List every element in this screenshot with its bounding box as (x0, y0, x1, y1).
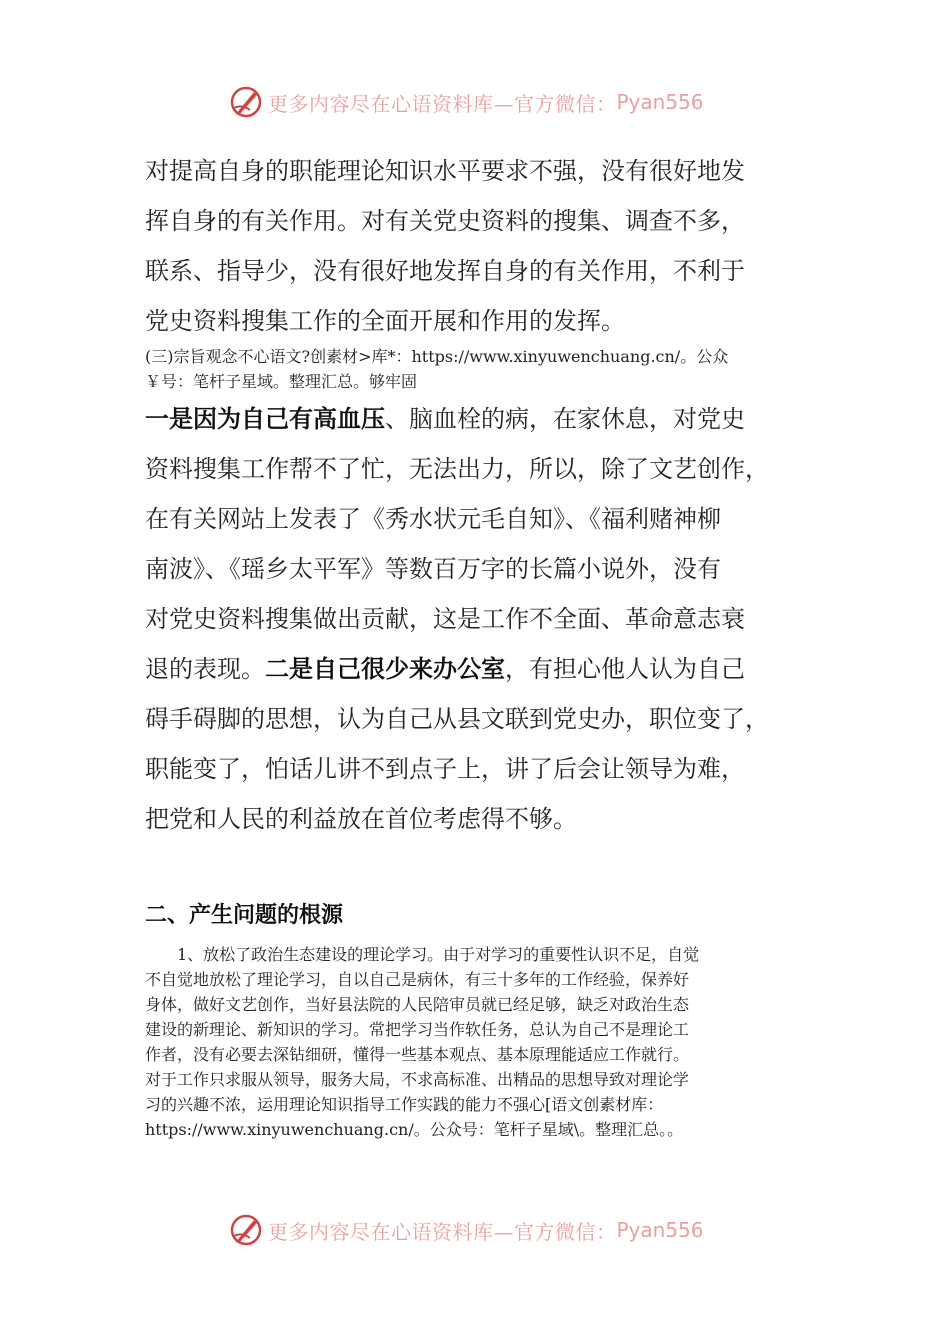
text-line: 一是因为自己有高血压、脑血栓的病，在家休息，对党史 (145, 405, 745, 433)
text-line: 建设的新理论、新知识的学习。常把学习当作软任务，总认为自己不是理论工 (145, 1020, 690, 1039)
text-line: 身体，做好文艺创作，当好县法院的人民陪审员就已经足够，缺乏对政治生态 (145, 995, 690, 1014)
text-line: 挥自身的有关作用。对有关党史资料的搜集、调查不多， (145, 207, 745, 235)
bold-phrase: 一是因为自己有高血压 (145, 405, 385, 433)
text-line: 联系、指导少，没有很好地发挥自身的有关作用，不利于 (145, 257, 745, 285)
banner-slogan: 更多内容尽在心语资料库—官方微信： (268, 1219, 617, 1244)
note-watermark-text (145, 344, 810, 394)
text-line: 职能变了，怕话儿讲不到点子上，讲了后会让领导为难， (145, 755, 745, 783)
text-line: 习的兴趣不浓，运用理论知识指导工作实践的能力不强心[语文创素材库： (145, 1095, 664, 1114)
paragraph-1 (145, 146, 810, 346)
text-line: 1、放松了政治生态建设的理论学习。由于对学习的重要性认识不足，自觉 (145, 945, 700, 964)
text-line: 资料搜集工作帮不了忙，无法出力，所以，除了文艺创作， (145, 455, 769, 483)
text-line: 对提高自身的职能理论知识水平要求不强，没有很好地发 (145, 157, 745, 185)
text-line: 党史资料搜集工作的全面开展和作用的发挥。 (145, 307, 625, 335)
pen-logo-icon (228, 1212, 264, 1248)
text-line: 把党和人民的利益放在首位考虑得不够。 (145, 805, 577, 833)
banner-content (228, 80, 704, 124)
text-line: https://www.xinyuwenchuang.cn/。公众号：笔杆子星域\。整理汇总。。 (145, 1120, 684, 1139)
text-line: 对于工作只求服从领导，服务大局，不求高标准、出精品的思想导致对理论学 (145, 1070, 690, 1089)
text-line: 碍手碍脚的思想，认为自己从县文联到党史办，职位变了， (145, 705, 769, 733)
paragraph-3 (145, 942, 810, 1142)
text-line: 作者，没有必要去深钻细研，懂得一些基本观点、基本原理能适应工作就行。 (145, 1045, 690, 1064)
text-line: 对党史资料搜集做出贡献，这是工作不全面、革命意志衰 (145, 605, 745, 633)
text-line: 不自觉地放松了理论学习，自以自己是病休，有三十多年的工作经验，保养好 (145, 970, 690, 989)
bold-phrase: 二是自己很少来办公室 (265, 655, 505, 683)
header-banner (0, 80, 950, 124)
pen-logo-icon (228, 84, 264, 120)
paragraph-2 (145, 394, 810, 844)
footer-banner (0, 1208, 950, 1252)
banner-wechat-id: Pyan556 (616, 1218, 704, 1242)
text-line: 退的表现。二是自己很少来办公室，有担心他人认为自己 (145, 655, 745, 683)
banner-wechat-id: Pyan556 (616, 90, 704, 114)
text-line: 南波》、《瑶乡太平军》等数百万字的长篇小说外，没有 (145, 555, 721, 583)
banner-slogan: 更多内容尽在心语资料库—官方微信： (268, 91, 617, 116)
text-line: ￥号：笔杆子星域。整理汇总。够牢固 (145, 372, 418, 391)
text-line: (三)宗旨观念不心语文?创素材>库*：https://www.xinyuwenchuang.cn/。公众 (145, 347, 729, 366)
text-line: 在有关网站上发表了《秀水状元毛自知》、《福利赌神柳 (145, 505, 721, 533)
banner-content (228, 1208, 704, 1252)
section-heading: 二、产生问题的根源 (145, 903, 344, 928)
